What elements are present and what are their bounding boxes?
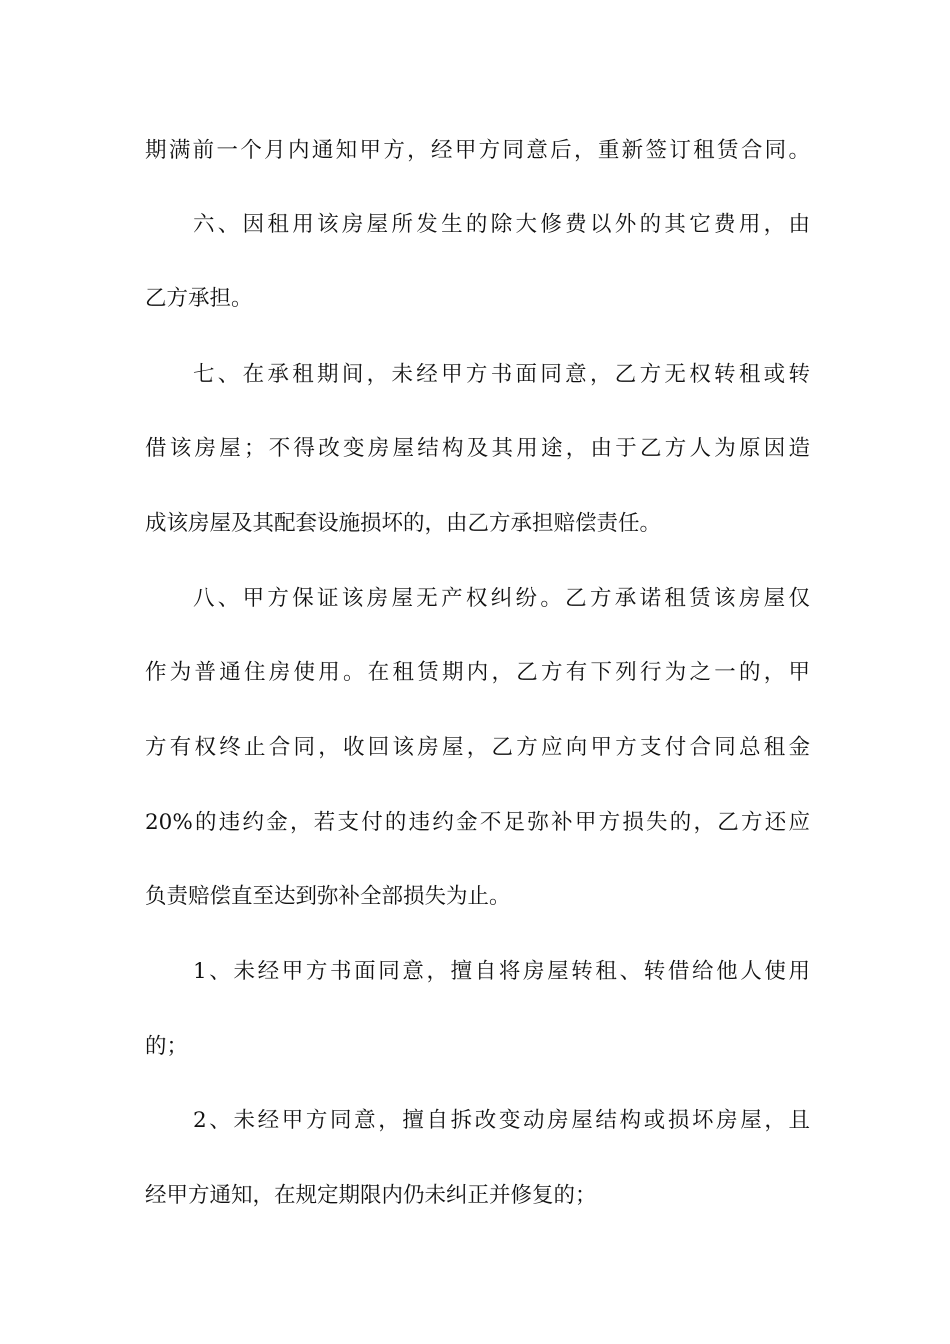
paragraph-first-line: 六、因租用该房屋所发生的除大修费以外的其它费用，由 <box>193 212 810 237</box>
text-line: 20%的违约金，若支付的违约金不足弥补甲方损失的，乙方还应 <box>145 810 810 835</box>
text-line: 期满前一个月内通知甲方，经甲方同意后，重新签订租赁合同。 <box>145 138 810 163</box>
paragraph-first-line: 七、在承租期间，未经甲方书面同意，乙方无权转租或转 <box>193 362 810 387</box>
list-item-first-line: 1、未经甲方书面同意，擅自将房屋转租、转借给他人使用 <box>193 959 810 984</box>
text-line: 负责赔偿直至达到弥补全部损失为止。 <box>145 884 511 909</box>
text-line: 借该房屋；不得改变房屋结构及其用途，由于乙方人为原因造 <box>145 436 810 461</box>
text-line: 成该房屋及其配套设施损坏的，由乙方承担赔偿责任。 <box>145 511 662 536</box>
text-line: 的； <box>145 1034 189 1059</box>
text-line: 乙方承担。 <box>145 286 253 311</box>
text-line: 经甲方通知，在规定期限内仍未纠正并修复的； <box>145 1183 597 1208</box>
paragraph-first-line: 八、甲方保证该房屋无产权纠纷。乙方承诺租赁该房屋仅 <box>193 586 810 611</box>
text-line: 作为普通住房使用。在租赁期内，乙方有下列行为之一的，甲 <box>145 660 810 685</box>
list-item-first-line: 2、未经甲方同意，擅自拆改变动房屋结构或损坏房屋，且 <box>193 1108 810 1133</box>
text-line: 方有权终止合同，收回该房屋，乙方应向甲方支付合同总租金 <box>145 735 810 760</box>
